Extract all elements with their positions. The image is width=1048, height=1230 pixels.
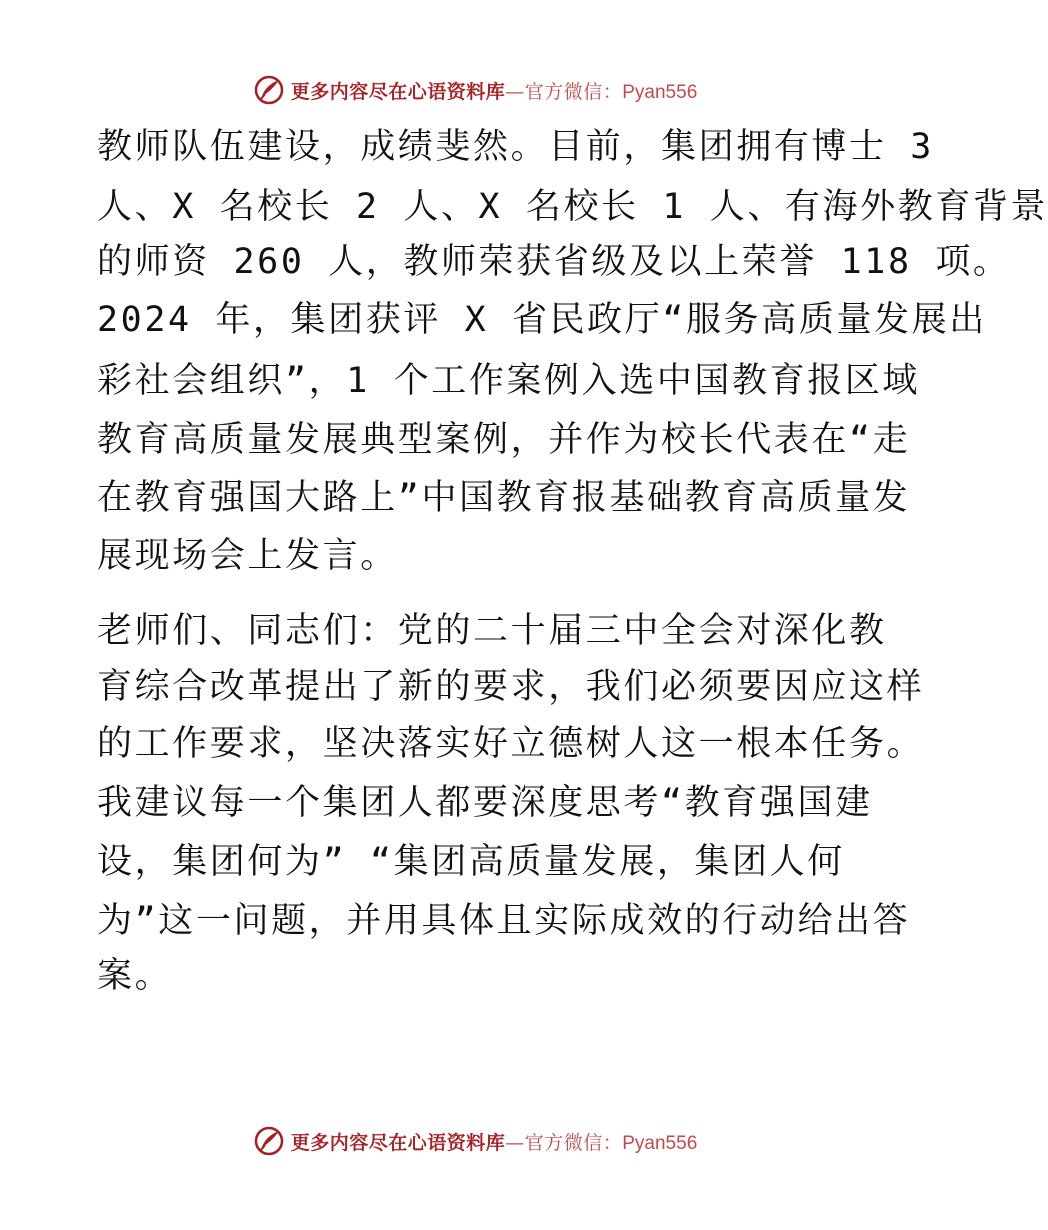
text-line: 案。	[97, 956, 173, 996]
text-line: 彩社会组织”，1 个工作案例入选中国教育报区域	[97, 361, 921, 401]
watermark-dash: —	[505, 80, 525, 103]
watermark-dash: —	[505, 1131, 525, 1154]
text-line: 教师队伍建设，成绩斐然。目前，集团拥有博士 3	[97, 127, 934, 167]
watermark-sub-text: 官方微信：	[524, 80, 623, 103]
watermark-sub-text: 官方微信：	[524, 1131, 623, 1154]
text-line: 展现场会上发言。	[97, 536, 398, 576]
text-line: 设，集团何为” “集团高质量发展，集团人何	[97, 842, 845, 882]
quill-logo-icon	[253, 1125, 285, 1157]
text-line: 教育高质量发展典型案例，并作为校长代表在“走	[97, 420, 911, 460]
text-line: 的工作要求，坚决落实好立德树人这一根本任务。	[97, 724, 925, 764]
text-line: 人、X 名校长 2 人、X 名校长 1 人、有海外教育背景	[97, 187, 1048, 227]
text-line: 育综合改革提出了新的要求，我们必须要因应这样	[97, 667, 925, 707]
watermark-main-text: 更多内容尽在心语资料库	[290, 80, 506, 103]
watermark-wechat-id: Pyan556	[622, 1132, 698, 1154]
watermark-header	[0, 70, 950, 110]
quill-logo-icon	[253, 74, 285, 106]
text-line: 2024 年，集团获评 X 省民政厅“服务高质量发展出	[97, 300, 987, 340]
text-line: 的师资 260 人，教师荣获省级及以上荣誉 118 项。	[97, 242, 1011, 282]
watermark-wechat-id: Pyan556	[622, 81, 698, 103]
text-line: 老师们、同志们：党的二十届三中全会对深化教	[97, 611, 887, 651]
text-line: 我建议每一个集团人都要深度思考“教育强国建	[97, 783, 873, 823]
text-line: 在教育强国大路上”中国教育报基础教育高质量发	[97, 478, 911, 518]
text-line: 为”这一问题，并用具体且实际成效的行动给出答	[97, 901, 911, 941]
watermark-footer	[0, 1121, 950, 1161]
watermark-main-text: 更多内容尽在心语资料库	[290, 1131, 506, 1154]
